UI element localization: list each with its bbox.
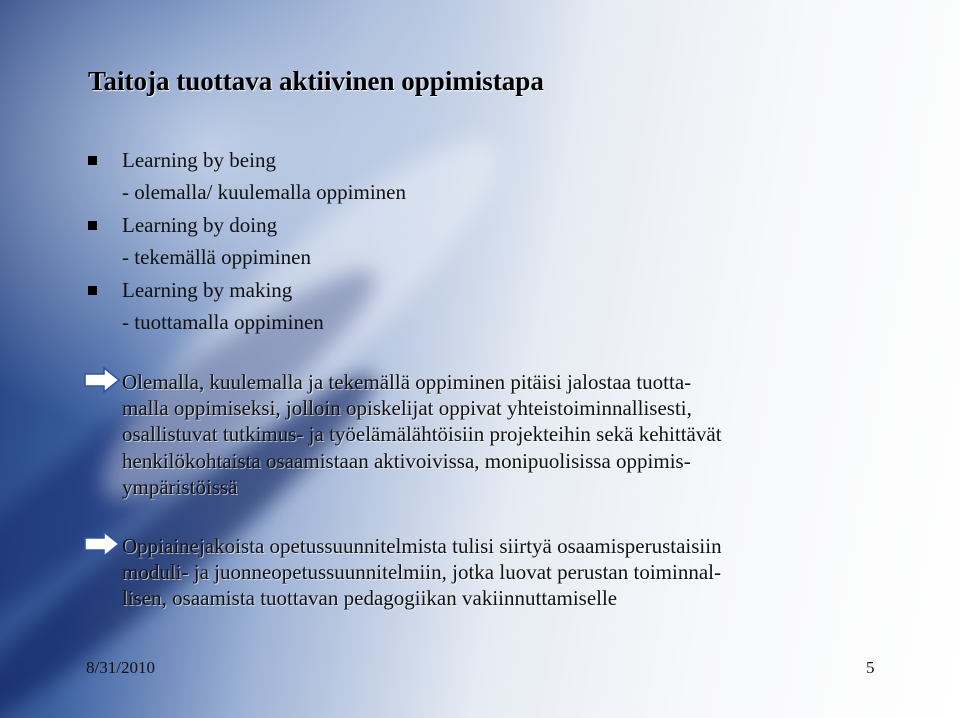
bullet-item [88, 209, 406, 242]
bullet-item [88, 274, 406, 307]
paragraph-line: lisen, osaamista tuottavan pedagogiikan vakiinnuttamiselle [122, 586, 618, 611]
paragraph-line: moduli- ja juonneopetussuunnitelmiin, jotka luovat perustan toiminnal- [122, 560, 721, 585]
bullet-subtext: - tuottamalla oppiminen [122, 310, 324, 335]
bullet-label: Learning by being [122, 147, 276, 172]
right-arrow-icon [84, 531, 120, 557]
bullet-label: Learning by doing [122, 212, 278, 237]
arrow-paragraph [84, 533, 722, 612]
slide-title: Taitoja tuottava aktiivinen oppimistapa [88, 66, 544, 96]
page-number: 5 [866, 658, 875, 677]
arrow-paragraph [84, 369, 722, 500]
paragraph-line: malla oppimiseksi, jolloin opiskelijat oppivat yhteistoiminnallisesti, [122, 396, 692, 421]
paragraph-line: Oppiainejakoista opetussuunnitelmista tulisi siirtyä osaamisperustaisiin [122, 534, 722, 558]
paragraph-text [122, 533, 722, 612]
paragraph-line: Olemalla, kuulemalla ja tekemällä oppiminen pitäisi jalostaa tuotta- [122, 370, 692, 394]
square-bullet-icon [88, 286, 97, 295]
footer-date: 8/31/2010 [86, 658, 155, 677]
bullet-subtext: - tekemällä oppiminen [122, 245, 311, 270]
paragraph-line: osallistuvat tutkimus- ja työelämälähtöisiin projekteihin sekä kehittävät [122, 422, 722, 447]
bullet-item [88, 144, 406, 177]
paragraph-line: ympäristöissä [122, 474, 238, 499]
bullet-list [88, 144, 406, 339]
square-bullet-icon [88, 221, 97, 230]
bullet-subtext: - olemalla/ kuulemalla oppiminen [122, 180, 407, 205]
paragraph-line: henkilökohtaista osaamistaan aktivoivissa, monipuolisissa oppimis- [122, 448, 691, 473]
square-bullet-icon [88, 156, 97, 165]
paragraph-text [122, 369, 722, 500]
bullet-label: Learning by making [122, 277, 293, 302]
right-arrow-icon [84, 367, 120, 393]
